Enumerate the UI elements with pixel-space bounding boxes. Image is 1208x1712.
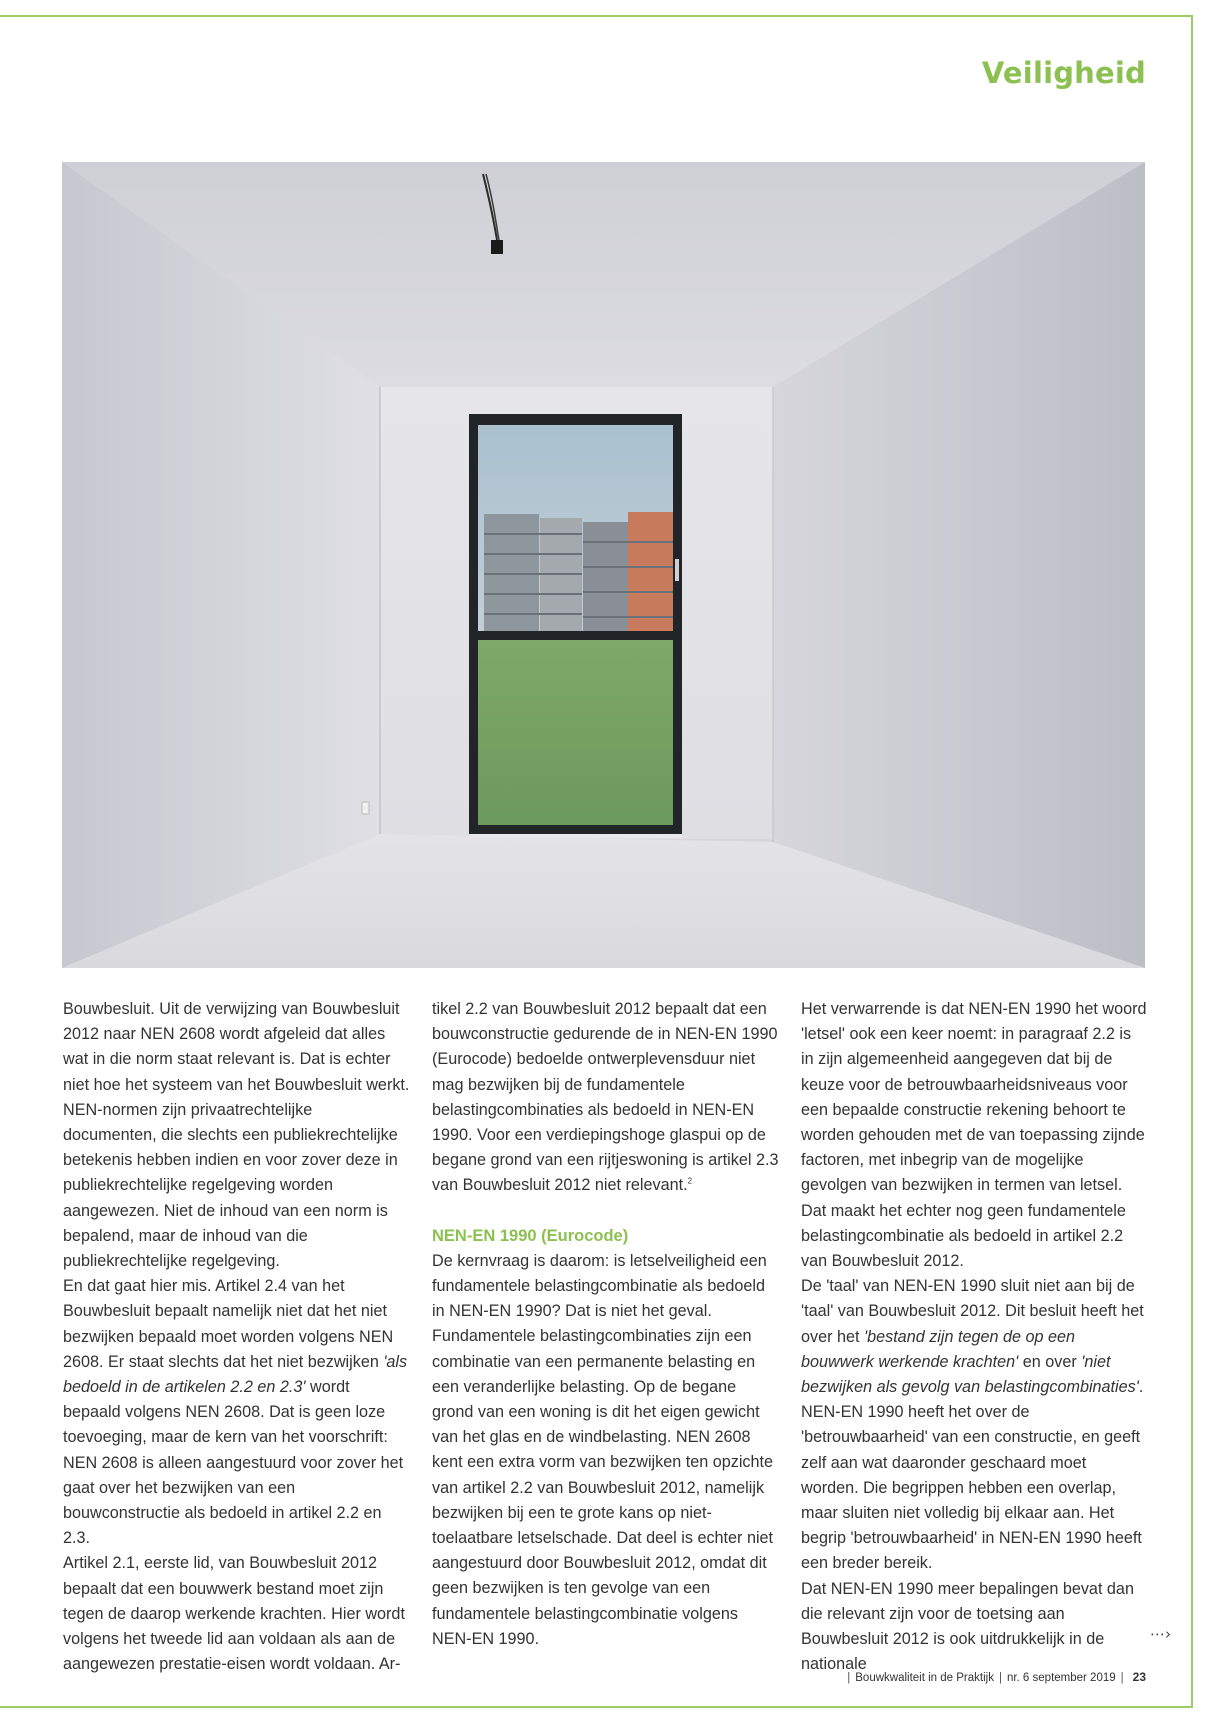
room-photo: [62, 162, 1145, 968]
section-title: Veiligheid: [981, 56, 1146, 90]
paragraph: Bouwbesluit. Uit de verwijzing van Bouwbesluit 2012 naar NEN 2608 wordt afgeleid dat alles wat in die norm staat relevant is. Dat is echter niet hoe het systeem van het Bouwbesluit werkt. NEN-normen zijn privaatrechtelijke documenten, die slechts een publiekrechtelijke betekenis hebben indien en voor zover deze in publiekrechtelijke regelgeving worden aangewezen. Niet de inhoud van een norm is bepalend, maar de inhoud van die publiekrechtelijke regelgeving.: [63, 1000, 410, 1271]
dotted-arrow-right-icon: ⋯›: [1150, 1625, 1171, 1643]
publication-name: Bouwkwaliteit in de Praktijk: [855, 1672, 994, 1684]
page-number: 23: [1132, 1670, 1146, 1684]
quote: 'niet bezwijken als gevolg van belastingcombinaties': [801, 1352, 1139, 1397]
footnote-ref: 2: [687, 1177, 693, 1187]
issue-info: nr. 6 september 2019: [1006, 1672, 1116, 1684]
paragraph: Het verwarrende is dat NEN-EN 1990 het woord 'letsel' ook een keer noemt: in paragraaf 2.2 is in zijn algemeenheid aangegeven dat bij de keuze voor de betrouwbaarheidsniveaus voor een bepaalde constructie rekening behoort te worden gehouden met de van toepassing zijnde factoren, met inbegrip van de mogelijke gevolgen van bezwijken in termen van letsel. Dat maakt het echter nog geen fundamentele belastingcombinatie als bedoeld in artikel 2.2 van Bouwbesluit 2012.: [801, 1000, 1147, 1271]
text-column-1: [63, 997, 410, 1677]
paragraph: Artikel 2.1, eerste lid, van Bouwbesluit 2012 bepaalt dat een bouwwerk bestand moet zijn tegen de daarop werkende krachten. Hier wordt volgens het tweede lid aan voldaan als aan de aangewezen prestatie-eisen wordt voldaan. Ar-: [63, 1554, 405, 1674]
text-column-2: [432, 997, 779, 1652]
text-column-3: [801, 997, 1148, 1677]
paragraph: Dat NEN-EN 1990 meer bepalingen bevat dan die relevant zijn voor de toetsing aan Bouwbesluit 2012 is ook uitdrukkelijk in de nationale: [801, 1579, 1134, 1674]
paragraph: De kernvraag is daarom: is letselveiligheid een fundamentele belastingcombinatie als bedoeld in NEN-EN 1990? Dat is niet het geval. Fundamentele belastingcombinaties zijn een combinatie van een permanente belasting en een veranderlijke belasting. Op de begane grond van een woning is dit het eigen gewicht van het glas en de windbelasting. NEN 2608 kent een extra vorm van bezwijken ten opzichte van artikel 2.2 van Bouwbesluit 2012, namelijk bezwijken bij een te grote kans op niet-toelaatbare letselschade. Dat deel is echter niet aangestuurd door Bouwbesluit 2012, omdat dit geen bezwijken is ten gevolge van een fundamentele belastingcombinatie volgens NEN-EN 1990.: [432, 1251, 774, 1648]
paragraph: De 'taal' van NEN-EN 1990 sluit niet aan bij de 'taal' van Bouwbesluit 2012. Dit besluit heeft het over het 'bestand zijn tegen de op een bouwwerk werkende krachten' en over 'niet bezwijken als gevolg van belastingcombinaties'. NEN-EN 1990 heeft het over de 'betrouwbaarheid' van een constructie, en geeft zelf aan wat daaronder geschaard moet worden. Die begrippen hebben een overlap, maar sluiten niet volledig bij elkaar aan. Het begrip 'betrouwbaarheid' in NEN-EN 1990 heeft een breder bereik.: [801, 1277, 1144, 1573]
page-footer: | Bouwkwaliteit in de Praktijk | nr. 6 september 2019 | 23: [847, 1670, 1146, 1684]
quote: 'als bedoeld in de artikelen 2.2 en 2.3': [63, 1352, 408, 1397]
quote: 'bestand zijn tegen de op een bouwwerk werkende krachten': [801, 1327, 1075, 1371]
subheading: NEN-EN 1990 (Eurocode): [432, 1226, 629, 1245]
paragraph: tikel 2.2 van Bouwbesluit 2012 bepaalt dat een bouwconstructie gedurende de in NEN-EN 1990 (Eurocode) bedoelde ontwerplevensduur niet mag bezwijken bij de fundamentele belastingcombinaties als bedoeld in NEN-EN 1990. Voor een verdiepingshoge glaspui op de begane grond van een rijtjeswoning is artikel 2.3 van Bouwbesluit 2012 niet relevant.$^2$: [432, 1000, 779, 1195]
paragraph: En dat gaat hier mis. Artikel 2.4 van het Bouwbesluit bepaalt namelijk niet dat het niet bezwijken bepaald moet worden volgens NEN 2608. Er staat slechts dat het niet bezwijken 'als bedoeld in de artikelen 2.2 en 2.3' wordt bepaald volgens NEN 2608. Dat is geen loze toevoeging, maar de kern van het voorschrift: NEN 2608 is alleen aangestuurd voor zover het gaat over het bezwijken van een bouwconstructie als bedoeld in artikel 2.2 en 2.3.: [63, 1277, 408, 1548]
